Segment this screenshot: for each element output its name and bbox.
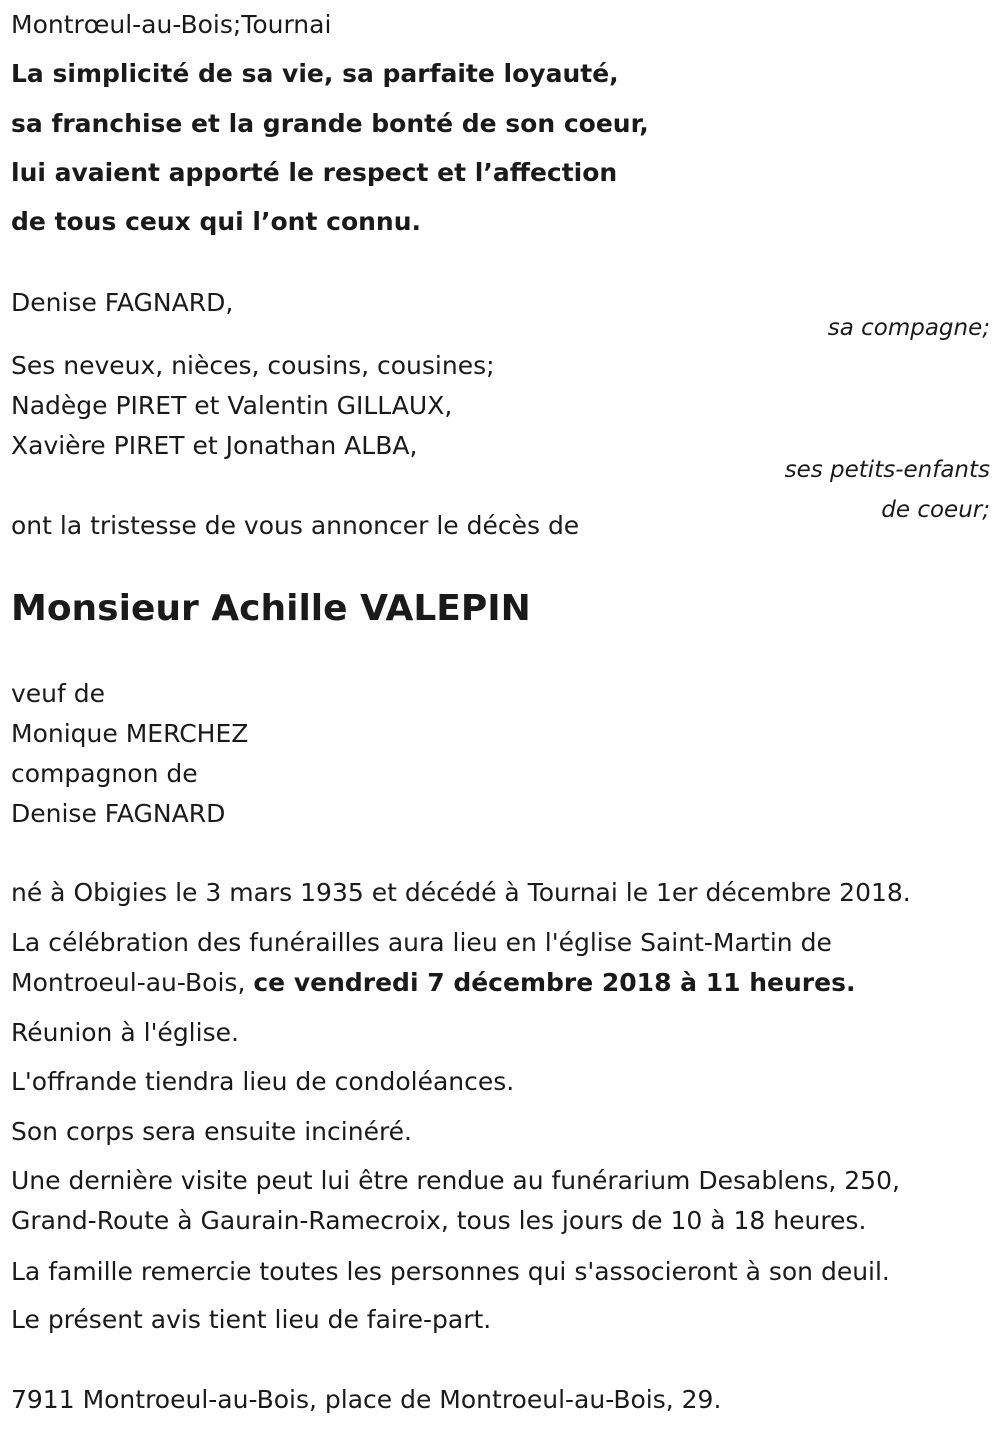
relation-line-1: veuf de bbox=[11, 679, 106, 708]
epitaph-line-3: lui avaient apporté le respect et l’affection bbox=[11, 158, 618, 187]
notice-info: Le présent avis tient lieu de faire-part. bbox=[11, 1305, 492, 1334]
grandchildren-role-1: ses petits-enfants bbox=[784, 457, 990, 483]
funeral-line-2 bbox=[11, 968, 855, 998]
relation-line-4: Denise FAGNARD bbox=[11, 799, 226, 828]
companion-name: Denise FAGNARD, bbox=[11, 288, 234, 317]
grandchildren-role-2: de coeur; bbox=[881, 497, 990, 523]
relation-line-2: Monique MERCHEZ bbox=[11, 719, 249, 748]
deceased-name: Monsieur Achille VALEPIN bbox=[11, 588, 531, 629]
relatives-line-1: Ses neveux, nièces, cousins, cousines; bbox=[11, 351, 495, 380]
cremation-info: Son corps sera ensuite incinéré. bbox=[11, 1117, 413, 1146]
thanks-info: La famille remercie toutes les personnes qui s'associeront à son deuil. bbox=[11, 1257, 890, 1286]
birth-death: né à Obigies le 3 mars 1935 et décédé à Tournai le 1er décembre 2018. bbox=[11, 878, 911, 907]
offering-info: L'offrande tiendra lieu de condoléances. bbox=[11, 1067, 515, 1096]
epitaph-line-2: sa franchise et la grande bonté de son coeur, bbox=[11, 109, 649, 138]
meeting-info: Réunion à l'église. bbox=[11, 1018, 239, 1047]
relatives-line-3: Xavière PIRET et Jonathan ALBA, bbox=[11, 431, 418, 460]
funeral-date: ce vendredi 7 décembre 2018 à 11 heures. bbox=[253, 968, 856, 997]
header-location: Montrœul-au-Bois;Tournai bbox=[11, 10, 332, 39]
relation-line-3: compagnon de bbox=[11, 759, 198, 788]
visit-line-2: Grand-Route à Gaurain-Ramecroix, tous les jours de 10 à 18 heures. bbox=[11, 1206, 867, 1235]
epitaph-line-1: La simplicité de sa vie, sa parfaite loyauté, bbox=[11, 59, 619, 88]
visit-line-1: Une dernière visite peut lui être rendue au funérarium Desablens, 250, bbox=[11, 1166, 900, 1195]
companion-role: sa compagne; bbox=[827, 315, 990, 341]
relatives-line-2: Nadège PIRET et Valentin GILLAUX, bbox=[11, 391, 453, 420]
funeral-line-1: La célébration des funérailles aura lieu en l'église Saint-Martin de bbox=[11, 928, 832, 957]
epitaph-line-4: de tous ceux qui l’ont connu. bbox=[11, 207, 422, 236]
address: 7911 Montroeul-au-Bois, place de Montroeul-au-Bois, 29. bbox=[11, 1385, 722, 1414]
funeral-place: Montroeul-au-Bois, bbox=[11, 968, 254, 997]
announcement: ont la tristesse de vous annoncer le décès de bbox=[11, 511, 580, 540]
